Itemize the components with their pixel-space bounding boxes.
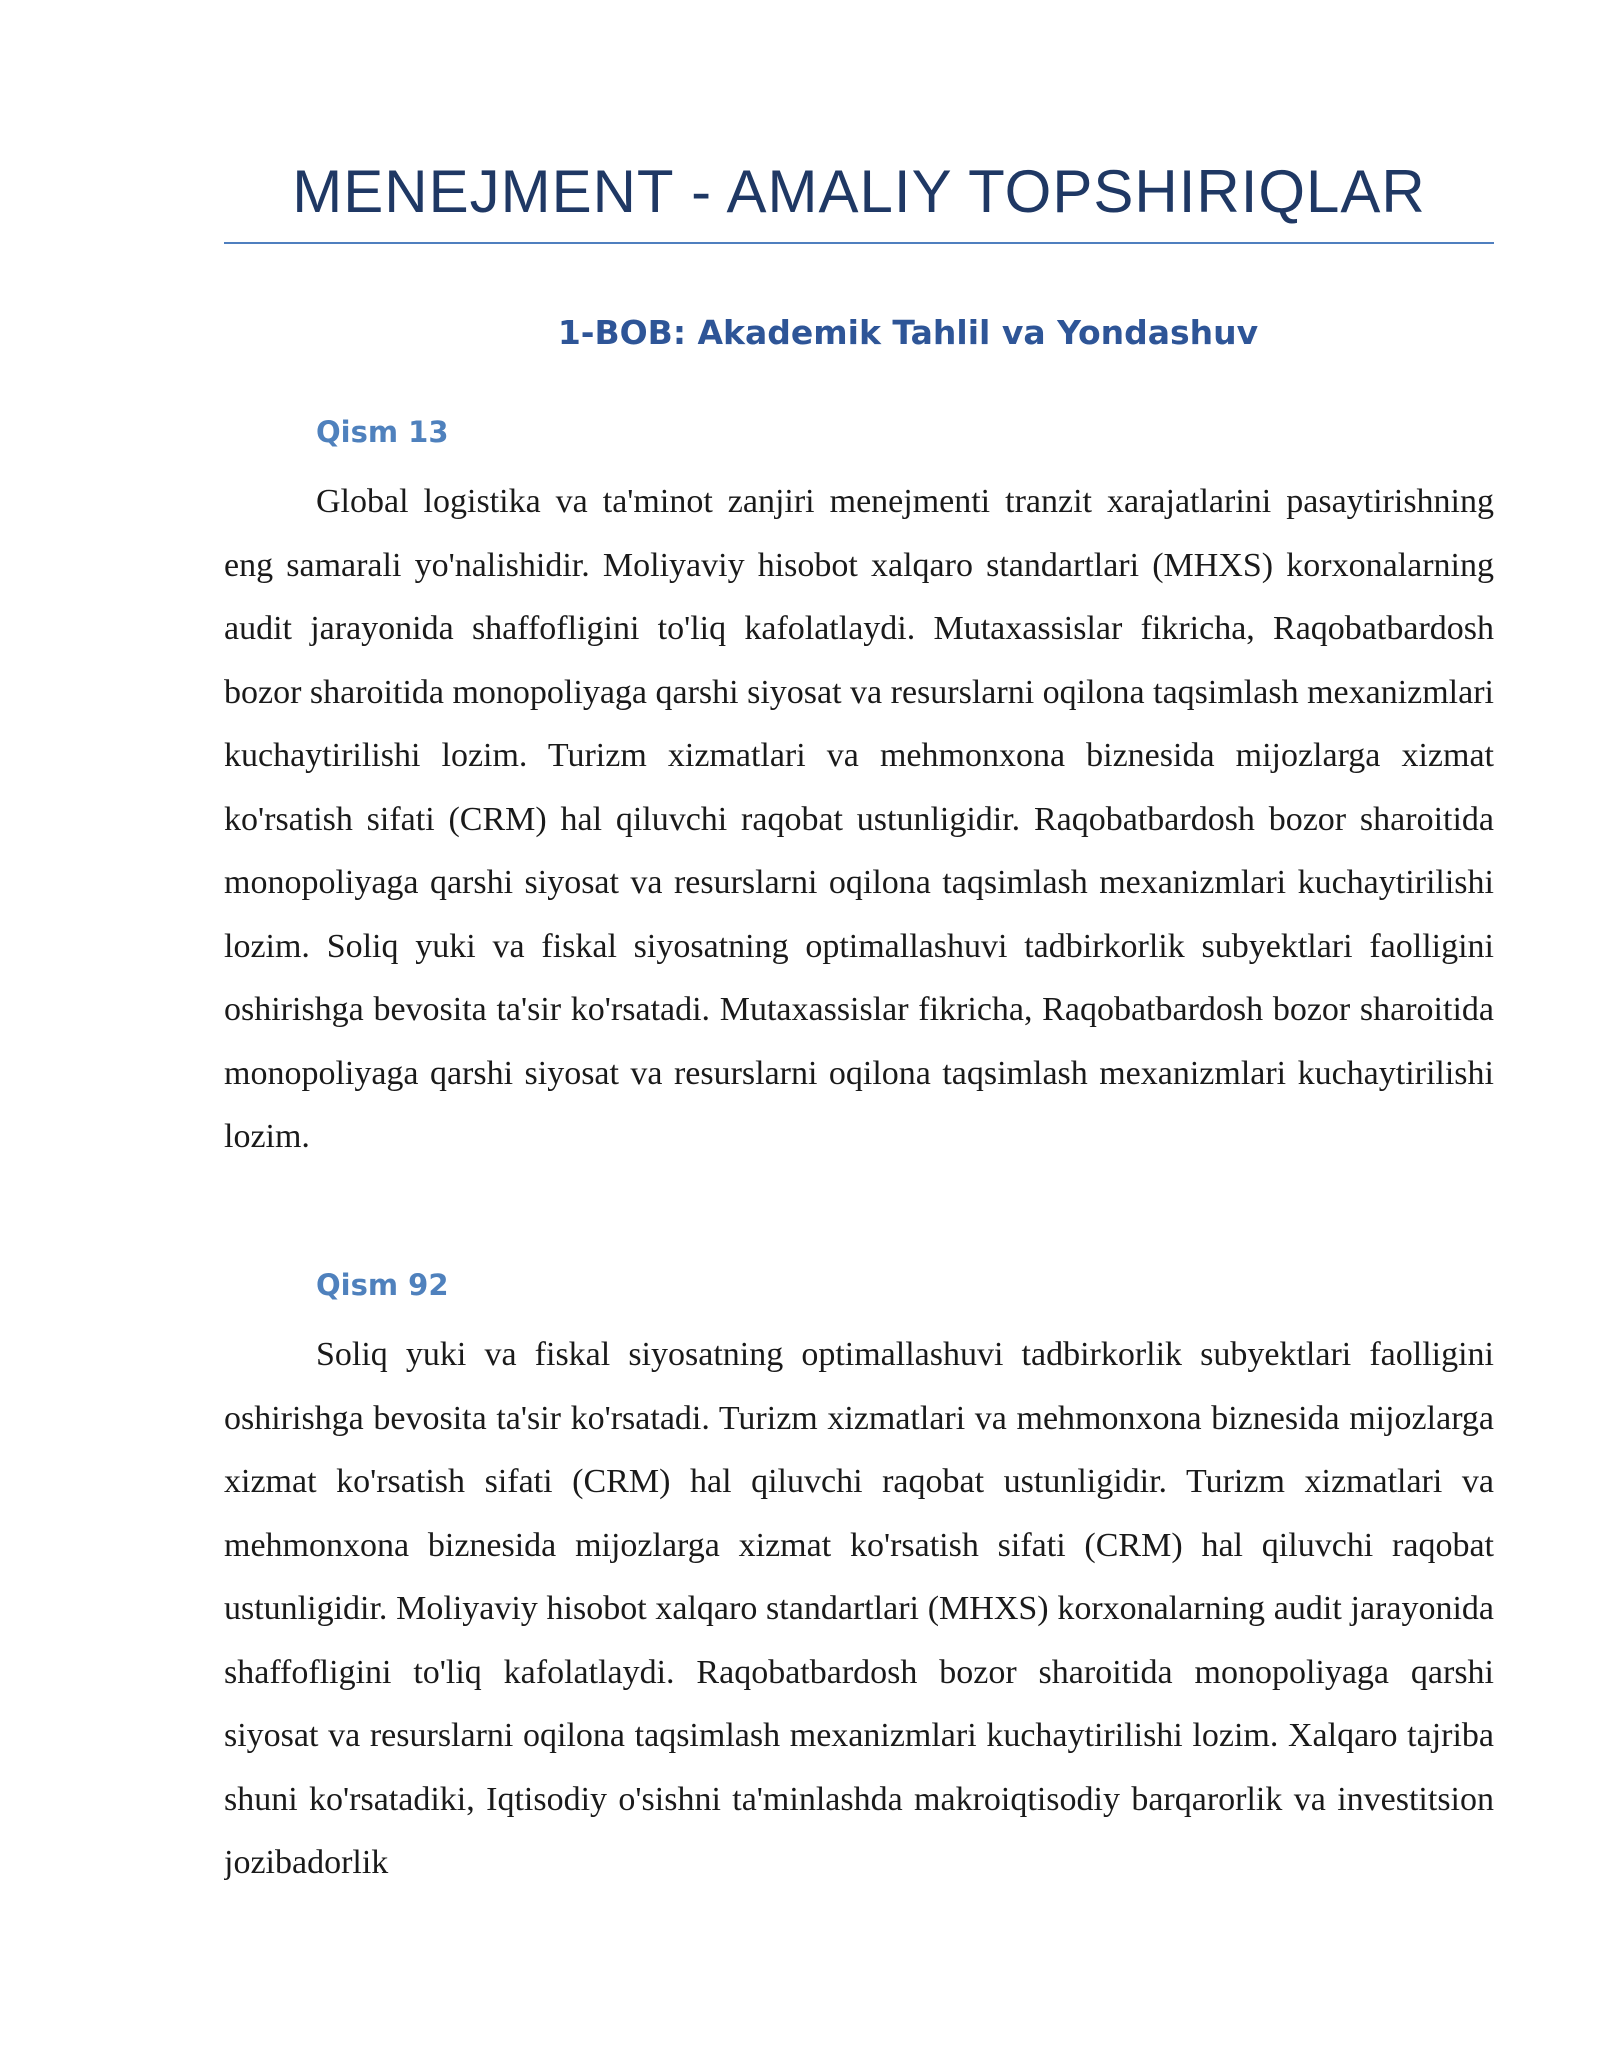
document-title: MENEJMENT - AMALIY TOPSHIRIQLAR [292, 158, 1426, 225]
chapter-heading: 1-BOB: Akademik Tahlil va Yondashuv [557, 313, 1259, 352]
section-paragraph: Soliq yuki va fiskal siyosatning optimallashuvi tadbirkorlik subyektlari faolligini oshirishga bevosita ta'sir ko'rsatadi. Turizm xizmatlari va mehmonxona biznesida mijozlarga xizmat ko'rsatish sifati (CRM) hal qiluvchi raqobat ustunligidir. Turizm xizmatlari va mehmonxona biznesida mijozlarga xizmat ko'rsatish sifati (CRM) hal qiluvchi raqobat ustunligidir. Moliyaviy hisobot xalqaro standartlari (MHXS) korxonalarning audit jarayonida shaffofligini to'liq kafolatlaydi. Raqobatbardosh bozor sharoitida monopoliyaga qarshi siyosat va resurslarni oqilona taqsimlash mexanizmlari kuchaytirilishi lozim. Xalqaro tajriba shuni ko'rsatadiki, Iqtisodiy o'sishni ta'minlashda makroiqtisodiy barqarorlik va investitsion jozibadorlik [224, 1336, 1494, 1881]
section-heading: Qism 92 [316, 1268, 449, 1302]
section-paragraph: Global logistika va ta'minot zanjiri menejmenti tranzit xarajatlarini pasaytirishning eng samarali yo'nalishidir. Moliyaviy hisobot xalqaro standartlari (MHXS) korxonalarning audit jarayonida shaffofligini to'liq kafolatlaydi. Mutaxassislar fikricha, Raqobatbardosh bozor sharoitida monopoliyaga qarshi siyosat va resurslarni oqilona taqsimlash mexanizmlari kuchaytirilishi lozim. Turizm xizmatlari va mehmonxona biznesida mijozlarga xizmat ko'rsatish sifati (CRM) hal qiluvchi raqobat ustunligidir. Raqobatbardosh bozor sharoitida monopoliyaga qarshi siyosat va resurslarni oqilona taqsimlash mexanizmlari kuchaytirilishi lozim. Soliq yuki va fiskal siyosatning optimallashuvi tadbirkorlik subyektlari faolligini oshirishga bevosita ta'sir ko'rsatadi. Mutaxassislar fikricha, Raqobatbardosh bozor sharoitida monopoliyaga qarshi siyosat va resurslarni oqilona taqsimlash mexanizmlari kuchaytirilishi lozim. [224, 483, 1494, 1155]
section-heading: Qism 13 [316, 415, 449, 449]
title-underline-rule [224, 242, 1494, 244]
